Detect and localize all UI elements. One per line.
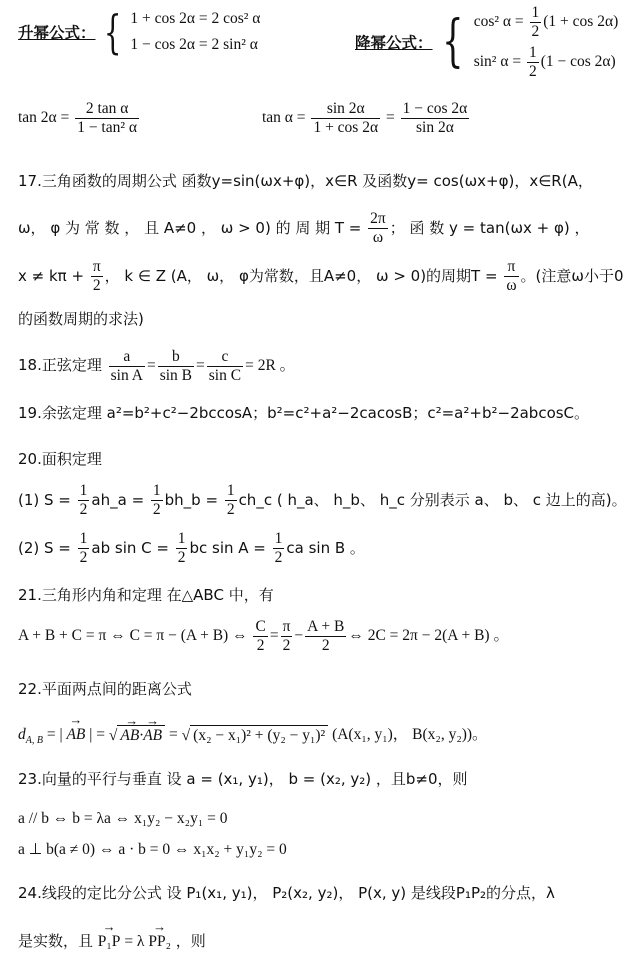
AB-over-2 <box>305 618 346 655</box>
frac-den: 2 <box>274 549 283 566</box>
item21-title: 21.三角形内角和定理 在△ABC 中，有 <box>18 586 274 604</box>
half-fraction <box>225 482 237 519</box>
pi-over-omega-fraction <box>504 258 518 295</box>
C-over-2 <box>253 618 267 655</box>
item20-l2-d: ca sin B 。 <box>286 539 365 557</box>
item17-line3-b: ， k ∈ Z (A， ω， φ为常数，且A≠0， ω > 0)的周期T = <box>104 267 503 285</box>
item20-l1-d: ch_c ( h_a、 h_b、 h_c 分别表示 a、 b、 c 边上的高)。 <box>238 491 627 509</box>
item20-l1-b: ah_a = <box>91 491 149 509</box>
item17-line3-a: x ≠ kπ + <box>18 267 89 285</box>
item20-line2 <box>18 530 365 567</box>
eq-abs-open: = | <box>42 726 67 743</box>
half-fraction-1 <box>530 4 542 41</box>
item17-line2-a: ω， φ 为 常 数 ， 且 A≠0 ， ω > 0) 的 周 期 T = <box>18 219 367 237</box>
radicand: (x₂ − x₁)² + (y₂ − y₁)² <box>190 725 328 745</box>
half-fraction <box>151 482 163 519</box>
frac-den: 2 <box>226 501 235 518</box>
item20-title: 20.面积定理 <box>18 450 102 468</box>
half-fraction <box>273 530 285 567</box>
raise-power-label: 升幂公式： <box>18 24 96 42</box>
tan2-lhs: tan 2α = <box>18 109 74 127</box>
item24-line2-b: ，则 <box>170 932 206 950</box>
tan-fraction-1 <box>311 100 380 137</box>
lower-formula-2 <box>474 42 619 82</box>
frac-num: 1 − cos 2α <box>402 100 468 117</box>
item18-sine-law: 18.正弦定理 $\frac{a}{\text{sin A}}$ = $\frac{b}{\text{sin B}}$ = $\frac{c}{\text{sin C}}$ = 2R 。 <box>18 348 296 384</box>
lower-formulas <box>474 2 619 82</box>
frac-num: 1 <box>177 530 186 547</box>
item17-line1: 17.三角函数的周期公式 函数y=sin(ωx+φ)，x∈R 及函数y= cos(ωx+φ)，x∈R(A， <box>18 172 593 190</box>
tan-double-angle <box>18 100 141 137</box>
lower-power-block <box>355 2 618 82</box>
points-AB: (A(x₁, y₁)， B(x₂, y₂))。 <box>328 726 488 743</box>
eq-abs-close: | = <box>85 726 109 743</box>
vector-AB-2: → AB <box>143 727 162 745</box>
a-over-sinA <box>109 348 145 385</box>
item17-line3-c: 。(注意ω小于0 <box>520 267 624 285</box>
vector-PP2: → PP₂ <box>148 933 171 951</box>
frac-den: 1 − tan² α <box>77 119 138 136</box>
frac-num: b <box>158 348 194 367</box>
frac-den: 2 <box>79 549 88 566</box>
item20-line1 <box>18 482 627 519</box>
frac-num: c <box>207 348 243 367</box>
frac-den: sin A <box>110 367 143 384</box>
c-over-sinC <box>207 348 243 385</box>
pi-over-2 <box>281 618 293 655</box>
item17-line4: 的函数周期的求法) <box>18 310 144 328</box>
lambda-eq: = λ <box>120 933 149 950</box>
tan-half-angle: tan α = $\frac{\sin 2\alpha}{1 + \cos 2\alpha}$ = $\frac{1 - \cos 2\alpha}{\sin 2\alpha}$ <box>262 100 468 136</box>
item24-line2 <box>18 930 206 951</box>
item17-line3 <box>18 258 624 295</box>
raise-formula-2: 1 − cos 2α = 2 sin² α <box>130 36 258 53</box>
frac-num: C <box>255 618 266 635</box>
frac-den: 1 + cos 2α <box>313 119 379 136</box>
item23-perpendicular: a ⊥ b(a ≠ 0) ⇔ a · b = 0 ⇔ x₁x₂ + y₁y₂ = 0 <box>18 841 287 858</box>
frac-den: 2 <box>531 22 540 40</box>
raise-brace: { <box>104 5 122 59</box>
item20-l1-c: bh_b = <box>164 491 223 509</box>
item17-line2 <box>18 210 590 247</box>
tan-fraction-2 <box>401 100 470 137</box>
vector-AB: → AB <box>66 726 85 744</box>
vector-P1P: → P₁P <box>98 933 121 951</box>
item20-l1-a: (1) S = <box>18 491 76 509</box>
frac-num: 1 <box>79 530 88 547</box>
item20-l2-b: ab sin C = <box>91 539 174 557</box>
lower-power-label: 降幂公式： <box>355 34 433 52</box>
d-subscript: A, B <box>25 735 43 747</box>
frac-den: 2 <box>177 549 186 566</box>
frac-num: A + B <box>307 618 345 635</box>
frac-num: 1 <box>79 482 88 499</box>
frac-num: 1 <box>531 3 540 21</box>
item17-line2-b: ； 函 数 y = tan(ωx + φ) ， <box>389 219 590 237</box>
frac-den: 2 <box>321 637 330 654</box>
frac-num: 1 <box>226 482 235 499</box>
frac-den: 2 <box>92 277 101 294</box>
half-fraction <box>78 482 90 519</box>
lower-1-lhs: cos² α = <box>473 13 528 30</box>
item22-distance-formula <box>18 722 488 746</box>
item21-eq-a: A + B + C = π ⇔ C = π − (A + B) ⇔ <box>18 627 252 645</box>
half-fraction-2 <box>527 44 539 81</box>
eq-equals: = <box>165 726 182 743</box>
sqrt-dot-product: √→ AB·→ AB <box>109 725 165 745</box>
frac-den: 2 <box>152 501 161 518</box>
item19-cosine-law: 19.余弦定理 a²=b²+c²−2bccosA；b²=c²+a²−2cacosB；c²=a²+b²−2abcosC。 <box>18 404 590 422</box>
lower-formula-1 <box>474 2 619 42</box>
item21-eq-b: ⇔ 2C = 2π − 2(A + B) 。 <box>348 627 509 645</box>
item23-title: 23.向量的平行与垂直 设 a = (x₁, y₁)， b = (x₂, y₂) ，且b≠0，则 <box>18 770 468 788</box>
pi-over-2-fraction <box>91 258 103 295</box>
frac-num: π <box>504 258 518 277</box>
tan-lhs: tan α = <box>262 109 310 127</box>
power-formulas-row <box>18 6 260 58</box>
frac-den: ω <box>372 229 384 246</box>
item20-l2-c: bc sin A = <box>189 539 271 557</box>
frac-den: 2 <box>528 62 537 80</box>
frac-num: 1 <box>274 530 283 547</box>
half-fraction <box>78 530 90 567</box>
frac-num: 2 tan α <box>75 100 139 119</box>
frac-num: π <box>92 258 101 275</box>
lower-1-rhs: (1 + cos 2α) <box>543 13 619 30</box>
frac-num: a <box>109 348 145 367</box>
period-2pi-fraction <box>368 210 388 247</box>
sqrt-coordinates: √ (x₂ − x₁)² + (y₂ − y₁)² <box>182 725 329 745</box>
lower-brace: { <box>442 9 464 74</box>
frac-den: ω <box>506 277 517 294</box>
raise-formulas <box>130 6 260 58</box>
half-fraction <box>176 530 188 567</box>
frac-num: 1 <box>152 482 161 499</box>
frac-den: 2 <box>256 637 265 654</box>
d-symbol: d <box>18 726 26 743</box>
frac-den: sin B <box>159 367 193 384</box>
frac-num: π <box>282 618 291 635</box>
frac-den: sin C <box>208 367 242 384</box>
item23-parallel: a // b ⇔ b = λa ⇔ x₁y₂ − x₂y₁ = 0 <box>18 810 228 827</box>
frac-den: 2 <box>282 637 291 654</box>
frac-num: sin 2α <box>311 100 380 119</box>
item24-line1: 24.线段的定比分公式 设 P₁(x₁, y₁)， P₂(x₂, y₂)， P(x, y) 是线段P₁P₂的分点，λ <box>18 884 555 902</box>
lower-2-rhs: (1 − cos 2α) <box>540 53 616 70</box>
item24-line2-a: 是实数，且 <box>18 932 98 950</box>
vector-AB-dot: → AB· <box>120 727 143 745</box>
b-over-sinB <box>158 348 194 385</box>
frac-den: sin 2α <box>416 119 454 136</box>
item18-label: 18.正弦定理 <box>18 356 102 375</box>
frac-num: 1 <box>528 43 537 61</box>
item20-l2-a: (2) S = <box>18 539 76 557</box>
frac-num: 2π <box>370 210 386 227</box>
raise-formula-1: 1 + cos 2α = 2 cos² α <box>130 10 261 27</box>
item21-equation: A + B + C = π ⇔ C = π − (A + B) ⇔ $\frac{C}{2}$ = $\frac{\pi}{2}$ − $\frac{A + B}{2}$ ⇔ 2C = 2π − 2(A + B) 。 <box>18 618 509 654</box>
frac-den: 2 <box>79 501 88 518</box>
lower-2-lhs: sin² α = <box>473 53 525 70</box>
item18-tail: = 2R 。 <box>245 357 296 375</box>
tan2-fraction <box>75 100 139 137</box>
item22-title: 22.平面两点间的距离公式 <box>18 680 192 698</box>
